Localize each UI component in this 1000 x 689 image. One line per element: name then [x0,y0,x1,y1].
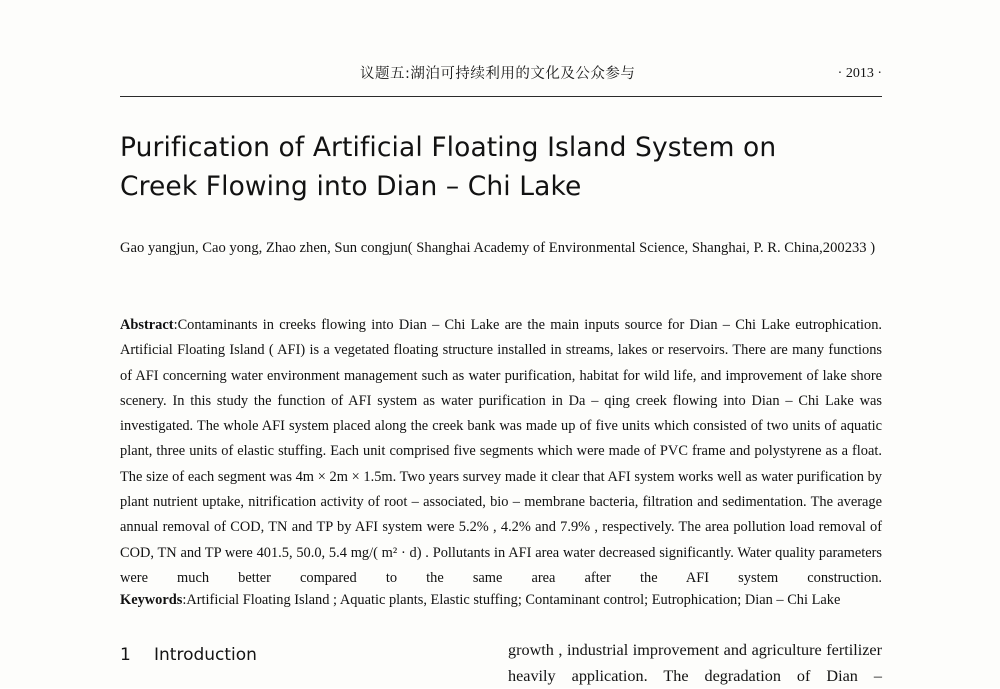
keywords-line [120,588,882,613]
abstract-text: Contaminants in creeks flowing into Dian – Chi Lake are the main inputs source for Dian – Chi Lake eutrophication. Artificial Floating Island ( AFI) is a vegetated floating structure installed in streams, lakes or reservoirs. There are many functions of AFI concerning water environment management such as water purification, habitat for wild life, and improvement of lake shore scenery. In this study the function of AFI system as water purification in Da – qing creek flowing into Dian – Chi Lake was investigated. The whole AFI system placed along the creek bank was made up of five units which consisted of two units of aquatic plant, three units of elastic stuffing. Each unit comprised five segments which were made of PVC frame and polystyrene as a float. The size of each segment was 4m × 2m × 1.5m. Two years survey made it clear that AFI system works well as water purification by plant nutrient uptake, nitrification activity of root – associated, bio – membrane bacteria, filtration and sedimentation. The average annual removal of COD, TN and TP by AFI system were 5.2% , 4.2% and 7.9% , respectively. The area pollution load removal of COD, TN and TP were 401.5, 50.0, 5.4 mg/( m² · d) . Pollutants in AFI area water decreased significantly. Water quality parameters were much better compared to the same area after the AFI system construction. [120,317,882,586]
section-number: 1 [120,645,131,665]
left-column [120,645,470,665]
abstract-separator: : [173,317,178,333]
page-title: Purification of Artificial Floating Island System on Creek Flowing into Dian – Chi Lake [120,132,777,202]
right-column-text: growth , industrial improvement and agriculture fertilizer heavily application. The degradation of Dian – [508,641,882,685]
author-affiliation-line: Gao yangjun, Cao yong, Zhao zhen, Sun congjun( Shanghai Academy of Environmental Science, Shanghai, P. R. China,200233 ) [120,240,876,256]
abstract-paragraph [120,313,882,591]
section-heading-introduction [120,645,470,665]
page-number: · 2013 · [837,66,882,81]
header-divider [120,96,882,97]
running-head-center: 议题五:湖泊可持续利用的文化及公众参与 [360,66,636,82]
abstract-label: Abstract [120,317,174,333]
page-content [120,0,882,688]
running-head [120,62,882,88]
keywords-text: Artificial Floating Island ; Aquatic plants, Elastic stuffing; Contaminant control; Eutrophication; Dian – Chi Lake [186,592,841,608]
keywords-label: Keywords [120,592,183,608]
section-title: Introduction [154,645,257,665]
keywords-separator: : [182,592,187,608]
